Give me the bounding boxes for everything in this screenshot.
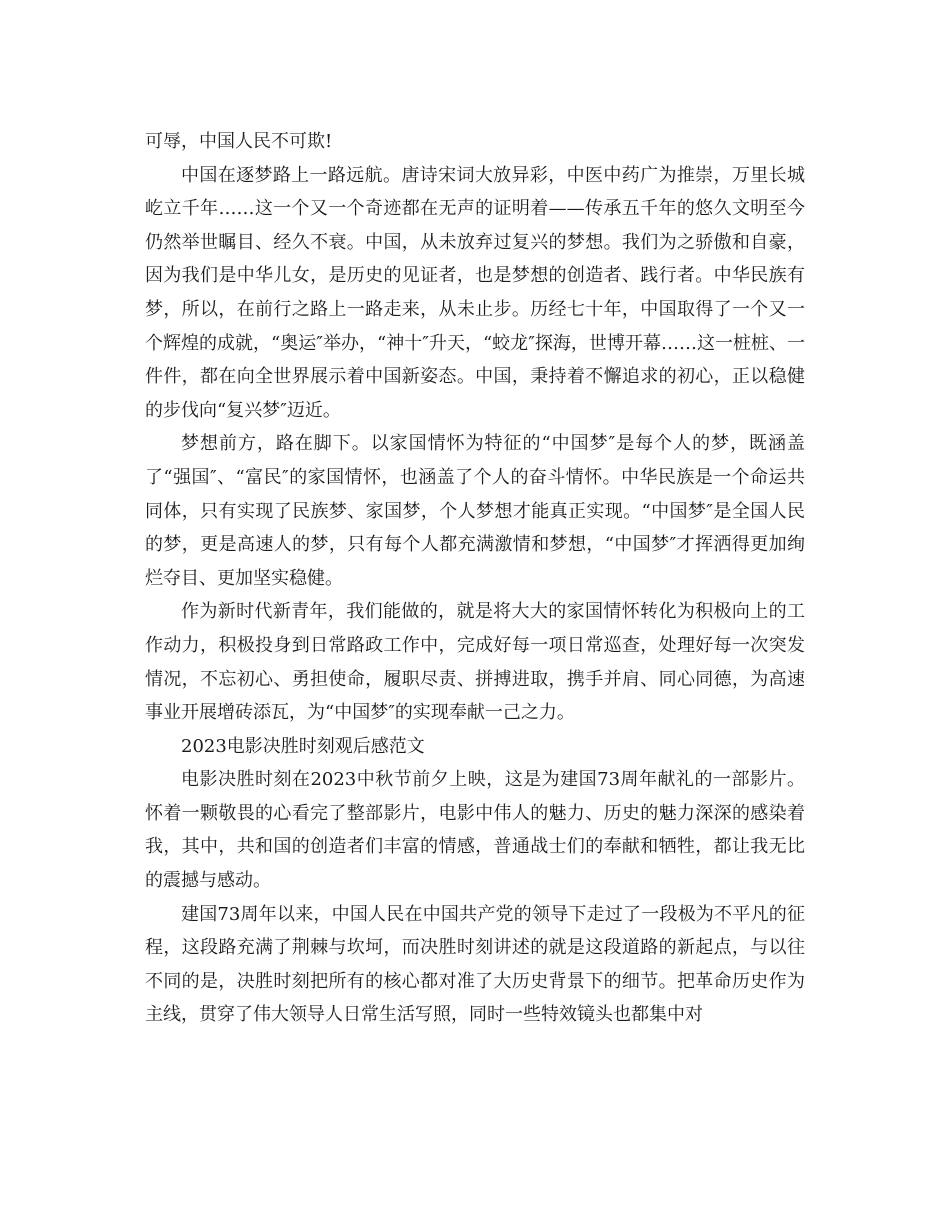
paragraph: 作为新时代新青年，我们能做的，就是将大大的家国情怀转化为积极向上的工作动力，积极投身到日常路政工作中，完成好每一项日常巡查，处理好每一次突发情况，不忘初心、勇担使命，履职尽责、拼搏进取，携手并肩、同心同德，为高速事业开展增砖添瓦，为“中国梦″的实现奉献一己之力。 [145, 601, 805, 724]
paragraph: 电影决胜时刻在2023中秋节前夕上映，这是为建国73周年献礼的一部影片。怀着一颗敬畏的心看完了整部影片，电影中伟人的魅力、历史的魅力深深的感染着我，其中，共和国的创造者们丰富的情感，普通战士们的奉献和牺牲，都让我无比的震撼与感动。 [145, 769, 805, 892]
paragraph: 中国在逐梦路上一路远航。唐诗宋词大放异彩，中医中药广为推崇，万里长城屹立千年……这一个又一个奇迹都在无声的证明着——传承五千年的悠久文明至今仍然举世瞩目、经久不衰。中国，从未放弃过复兴的梦想。我们为之骄傲和自豪，因为我们是中华儿女，是历史的见证者，也是梦想的创造者、践行者。中华民族有梦，所以，在前行之路上一路走来，从未止步。历经七十年，中国取得了一个又一个辉煌的成就，“奥运″举办，“神十″升天，“蛟龙″探海，世博开幕……这一桩桩、一件件，都在向全世界展示着中国新姿态。中国，秉持着不懈追求的初心，正以稳健的步伐向“复兴梦″迈近。 [145, 164, 805, 421]
section-title: 2023电影决胜时刻观后感范文 [181, 735, 425, 757]
paragraph-continuation: 可辱，中国人民不可欺! [145, 131, 333, 152]
paragraph: 建国73周年以来，中国人民在中国共产党的领导下走过了一段极为不平凡的征程，这段路充满了荆棘与坎坷，而决胜时刻讲述的就是这段道路的新起点，与以往不同的是，决胜时刻把所有的核心都对准了大历史背景下的细节。把革命历史作为主线，贯穿了伟大领导人日常生活写照，同时一些特效镜头也都集中对 [145, 903, 805, 1026]
paragraph: 梦想前方，路在脚下。以家国情怀为特征的“中国梦″是每个人的梦，既涵盖了“强国″、“富民″的家国情怀，也涵盖了个人的奋斗情怀。中华民族是一个命运共同体，只有实现了民族梦、家国梦，个人梦想才能真正实现。“中国梦″是全国人民的梦，更是高速人的梦，只有每个人都充满激情和梦想，“中国梦″才挥洒得更加绚烂夺目、更加坚实稳健。 [145, 433, 805, 589]
document-body [145, 125, 805, 1032]
